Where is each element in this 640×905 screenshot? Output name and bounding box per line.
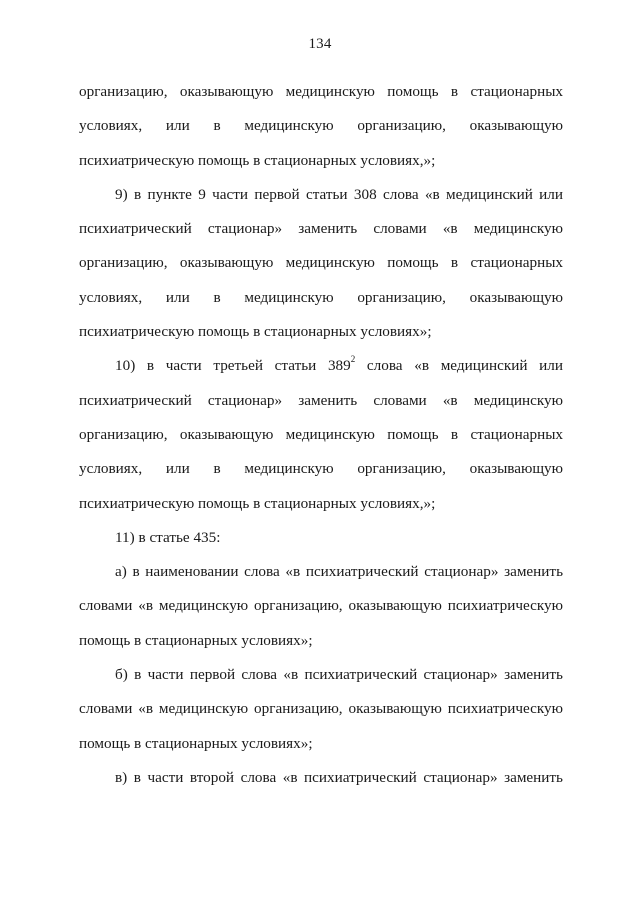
text-line: организацию, оказывающую медицинскую помощь в стационарных [79,425,563,443]
text-line: психиатрическую помощь в стационарных условиях,»; [79,494,436,512]
text-line: помощь в стационарных условиях»; [79,734,313,752]
text-line: условиях, или в медицинскую организацию, оказывающую [79,117,563,135]
subitem-v-start: в) в части второй слова «в психиатрический стационар» заменить [115,768,563,786]
text-line: помощь в стационарных условиях»; [79,631,313,649]
text-line: психиатрическую помощь в стационарных условиях»; [79,323,432,341]
subitem-a-start: а) в наименовании слова «в психиатрический стационар» заменить [115,563,563,581]
paragraph-10-text-b: слова «в медицинский или [355,357,563,375]
paragraph-9-start: 9) в пункте 9 части первой статьи 308 слова «в медицинский или [115,185,563,203]
text-line: психиатрическую помощь в стационарных условиях,»; [79,151,436,169]
text-line: словами «в медицинскую организацию, оказывающую психиатрическую [79,700,563,718]
text-line: организацию, оказывающую медицинскую помощь в стационарных [79,83,563,100]
paragraph-11-start: 11) в статье 435: [115,528,221,546]
paragraph-10-text-a: 10) в части третьей статьи 389 [115,357,351,375]
article-superscript: 2 [350,354,356,365]
subitem-b-start: б) в части первой слова «в психиатрический стационар» заменить [115,666,563,684]
text-line: организацию, оказывающую медицинскую помощь в стационарных [79,254,563,272]
text-line: психиатрический стационар» заменить словами «в медицинскую [79,391,563,409]
text-line: условиях, или в медицинскую организацию, оказывающую [79,460,563,478]
text-line: условиях, или в медицинскую организацию, оказывающую [79,288,563,306]
text-line: психиатрический стационар» заменить словами «в медицинскую [79,220,563,238]
text-line: словами «в медицинскую организацию, оказывающую психиатрическую [79,597,563,615]
paragraph-10-start [79,349,563,383]
page-number: 134 [308,36,332,52]
document-body [79,75,563,795]
